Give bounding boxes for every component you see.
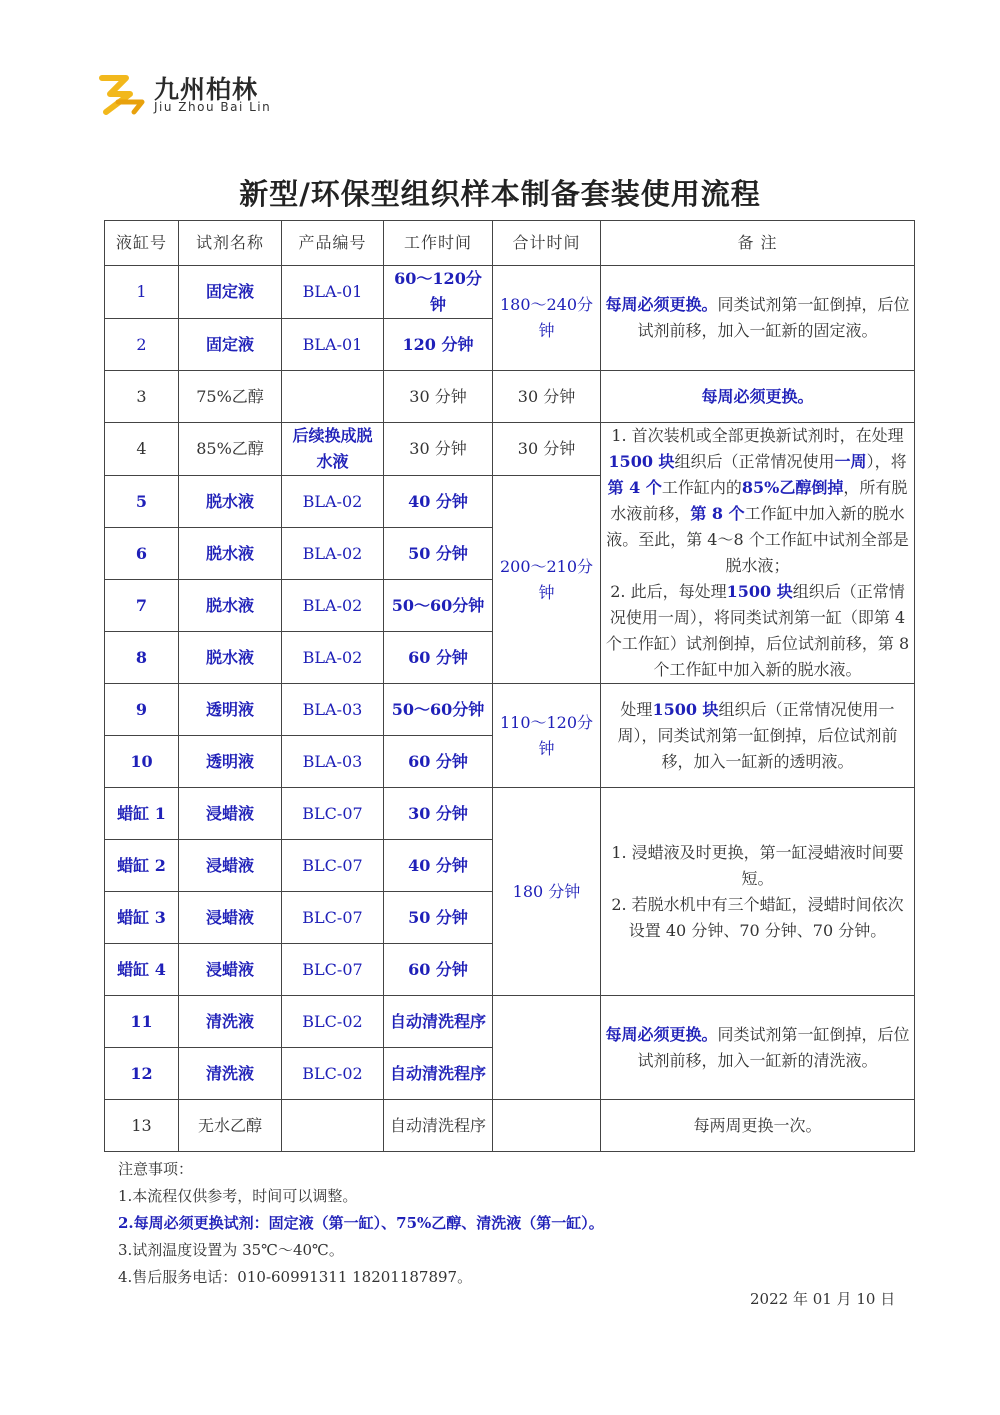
- remark-highlight: 每周必须更换。: [701, 386, 814, 406]
- remark: [601, 371, 915, 423]
- remark-text: 工作缸内的: [661, 478, 742, 497]
- tank-no: 3: [105, 371, 179, 423]
- reagent-name: 脱水液: [179, 580, 282, 632]
- remark-highlight: 1500 块: [652, 699, 719, 719]
- remark: [601, 423, 915, 684]
- tank-no: 8: [105, 632, 179, 684]
- table-row: [105, 266, 915, 319]
- page-title: 新型/环保型组织样本制备套装使用流程: [239, 177, 761, 211]
- remark-highlight: 每周必须更换。: [605, 295, 718, 314]
- work-time: 40 分钟: [384, 476, 493, 528]
- product-code: BLA-02: [282, 632, 384, 684]
- tank-no: 11: [105, 996, 179, 1048]
- product-code: 后续换成脱水液: [282, 423, 384, 476]
- table-row: [105, 684, 915, 736]
- reagent-name: 固定液: [179, 319, 282, 371]
- tank-no: 2: [105, 319, 179, 371]
- total-time: 110～120分钟: [493, 684, 601, 788]
- work-time: 40 分钟: [384, 840, 493, 892]
- product-code: BLC-07: [282, 788, 384, 840]
- note-item: 4.售后服务电话：010-60991311 18201187897。: [118, 1268, 473, 1286]
- work-time: 自动清洗程序: [384, 1100, 493, 1152]
- note-item-highlight: 2.每周必须更换试剂：固定液（第一缸）、75%乙醇、清洗液（第一缸）。: [118, 1214, 604, 1232]
- logo-mark-icon: [96, 72, 148, 116]
- header-tank-no: 液缸号: [105, 221, 179, 266]
- work-time: 60 分钟: [384, 632, 493, 684]
- remark-highlight: 第 8 个: [690, 504, 745, 523]
- work-time: 30 分钟: [384, 371, 493, 423]
- product-code: BLC-02: [282, 996, 384, 1048]
- remark-highlight: 1500 块: [608, 452, 675, 471]
- tank-no: 蜡缸 2: [105, 840, 179, 892]
- work-time: 60 分钟: [384, 944, 493, 996]
- reagent-name: 浸蜡液: [179, 840, 282, 892]
- reagent-name: 浸蜡液: [179, 788, 282, 840]
- tank-no: 1: [105, 266, 179, 319]
- procedure-table: [104, 220, 915, 1152]
- tank-no: 蜡缸 1: [105, 788, 179, 840]
- header-remarks: 备 注: [601, 221, 915, 266]
- company-logo: [96, 70, 296, 120]
- product-code: [282, 371, 384, 423]
- reagent-name: 透明液: [179, 736, 282, 788]
- tank-no: 13: [105, 1100, 179, 1152]
- header-product-code: 产品编号: [282, 221, 384, 266]
- product-code: BLC-02: [282, 1048, 384, 1100]
- note-item: 1.本流程仅供参考，时间可以调整。: [118, 1187, 358, 1205]
- remark-highlight: 85%乙醇倒掉: [741, 478, 844, 497]
- reagent-name: 透明液: [179, 684, 282, 736]
- remark-text: 2. 若脱水机中有三个蜡缸，浸蜡时间依次设置 40 分钟、70 分钟、70 分钟。: [611, 894, 904, 940]
- header-total-time: 合计时间: [493, 221, 601, 266]
- table-header-row: [105, 221, 915, 266]
- remark-highlight: 一周: [834, 452, 867, 471]
- remark-text: ，所有脱水液前移，: [610, 478, 908, 523]
- remark-text: 2. 此后，每处理: [610, 582, 727, 601]
- reagent-name: 无水乙醇: [179, 1100, 282, 1152]
- remark-text: 1. 浸蜡液及时更换，第一缸浸蜡液时间要短。: [611, 842, 904, 888]
- product-code: BLA-03: [282, 684, 384, 736]
- document-date: 2022 年 01 月 10 日: [750, 1290, 896, 1308]
- remark-text: ），将: [866, 452, 907, 471]
- reagent-name: 85%乙醇: [179, 423, 282, 476]
- tank-no: 9: [105, 684, 179, 736]
- remark: [601, 684, 915, 788]
- reagent-name: 脱水液: [179, 528, 282, 580]
- table-row: [105, 996, 915, 1048]
- reagent-name: 浸蜡液: [179, 944, 282, 996]
- product-code: BLA-01: [282, 266, 384, 319]
- logo-chinese-name: 九州柏林: [154, 75, 259, 104]
- tank-no: 蜡缸 3: [105, 892, 179, 944]
- work-time: 自动清洗程序: [384, 996, 493, 1048]
- remark-text: 处理: [620, 699, 653, 719]
- total-time-empty: [493, 996, 601, 1100]
- reagent-name: 清洗液: [179, 996, 282, 1048]
- reagent-name: 75%乙醇: [179, 371, 282, 423]
- work-time: 50～60分钟: [384, 684, 493, 736]
- notes-section: [118, 1156, 604, 1291]
- reagent-name: 脱水液: [179, 632, 282, 684]
- work-time: 60～120分钟: [384, 266, 493, 319]
- tank-no: 7: [105, 580, 179, 632]
- work-time: 50 分钟: [384, 892, 493, 944]
- remark: [601, 788, 915, 996]
- total-time: 180～240分钟: [493, 266, 601, 371]
- product-code: BLA-03: [282, 736, 384, 788]
- work-time: 120 分钟: [384, 319, 493, 371]
- tank-no: 蜡缸 4: [105, 944, 179, 996]
- remark-text: 1. 首次装机或全部更换新试剂时，在处理: [611, 426, 904, 445]
- remark-text: 同类试剂第一缸倒掉，后位试剂前移，加入一缸新的清洗液。: [637, 1024, 910, 1070]
- remark-text: 同类试剂第一缸倒掉，后位试剂前移，加入一缸新的固定液。: [637, 295, 910, 340]
- remark-text: 组织后（正常情况使用一周），同类试剂第一缸倒掉，后位试剂前移，加入一缸新的透明液。: [617, 699, 898, 771]
- remark-text: 工作缸中加入新的脱水液。至此，第 4～8 个工作缸中试剂全部是脱水液；: [606, 504, 909, 575]
- remark: [601, 266, 915, 371]
- tank-no: 4: [105, 423, 179, 476]
- tank-no: 10: [105, 736, 179, 788]
- tank-no: 5: [105, 476, 179, 528]
- work-time: 50～60分钟: [384, 580, 493, 632]
- total-time: 180 分钟: [493, 788, 601, 996]
- product-code: [282, 1100, 384, 1152]
- tank-no: 6: [105, 528, 179, 580]
- reagent-name: 固定液: [179, 266, 282, 319]
- remark-highlight: 每周必须更换。: [605, 1024, 718, 1044]
- reagent-name: 浸蜡液: [179, 892, 282, 944]
- total-time-empty: [493, 1100, 601, 1152]
- remark-highlight: 1500 块: [726, 582, 793, 601]
- product-code: BLA-01: [282, 319, 384, 371]
- work-time: 50 分钟: [384, 528, 493, 580]
- notes-heading: 注意事项：: [118, 1160, 194, 1178]
- reagent-name: 脱水液: [179, 476, 282, 528]
- product-code: BLA-02: [282, 580, 384, 632]
- reagent-name: 清洗液: [179, 1048, 282, 1100]
- remark: 每两周更换一次。: [601, 1100, 915, 1152]
- remark-text: 组织后（正常情况使用: [674, 452, 835, 471]
- remark-highlight: 第 4 个: [607, 478, 662, 497]
- total-time: 30 分钟: [493, 423, 601, 476]
- product-code: BLA-02: [282, 528, 384, 580]
- total-time: 200～210分钟: [493, 476, 601, 684]
- header-reagent-name: 试剂名称: [179, 221, 282, 266]
- work-time: 30 分钟: [384, 423, 493, 476]
- work-time: 60 分钟: [384, 736, 493, 788]
- table-row: [105, 1100, 915, 1152]
- table-row: [105, 371, 915, 423]
- total-time: 30 分钟: [493, 371, 601, 423]
- product-code: BLC-07: [282, 840, 384, 892]
- table-row: [105, 423, 915, 476]
- work-time: 30 分钟: [384, 788, 493, 840]
- note-item: 3.试剂温度设置为 35℃～40℃。: [118, 1241, 344, 1259]
- table-row: [105, 788, 915, 840]
- logo-english-name: Jiu Zhou Bai Lin: [154, 100, 272, 114]
- header-work-time: 工作时间: [384, 221, 493, 266]
- work-time: 自动清洗程序: [384, 1048, 493, 1100]
- product-code: BLA-02: [282, 476, 384, 528]
- product-code: BLC-07: [282, 892, 384, 944]
- product-code: BLC-07: [282, 944, 384, 996]
- remark: [601, 996, 915, 1100]
- tank-no: 12: [105, 1048, 179, 1100]
- remark-text: 组织后（正常情况使用一周），将同类试剂第一缸（即第 4 个工作缸）试剂倒掉，后位试剂前移，第 8 个工作缸中加入新的脱水液。: [605, 582, 910, 679]
